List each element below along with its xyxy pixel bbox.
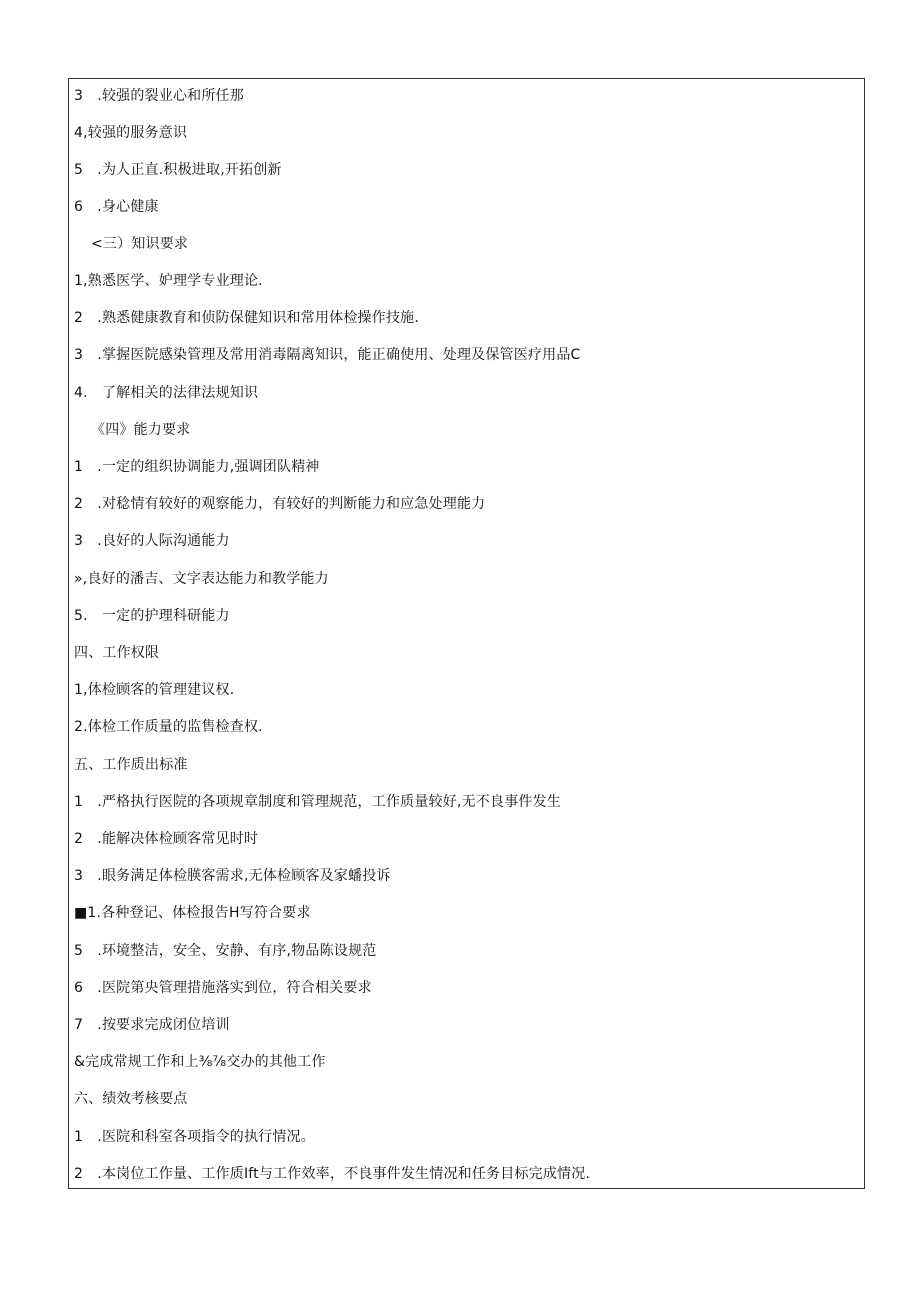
document-line: 3 .良好的人际沟通能力 <box>74 533 230 549</box>
document-line: &完成常规工作和上⅜⅞交办的其他工作 <box>74 1054 326 1070</box>
document-line: 2 .本岗位工作量、工作质Ift与工作效率，不良事件发生情况和任务目标完成情况. <box>74 1166 591 1182</box>
document-line: 2 .能解决体检顾客常见时时 <box>74 831 259 847</box>
document-line: 6 .身心健康 <box>74 199 159 215</box>
document-line: 1 .一定的组织协调能力,强调团队精神 <box>74 459 320 475</box>
document-line: 2.体检工作质量的监售检查权. <box>74 719 263 735</box>
document-line: 4. 了解相关的法律法规知识 <box>74 385 259 401</box>
document-line: 1 .医院和科室各项指令的执行情况。 <box>74 1129 315 1145</box>
document-line: 4,较强的服务意识 <box>74 125 188 141</box>
section-heading: 四、工作权限 <box>74 645 160 661</box>
document-table-cell <box>68 78 865 1189</box>
document-line: »,良好的潘吉、文字表达能力和教学能力 <box>74 571 329 587</box>
document-line: 6 .医院第央管理措施落实到位，符合相关要求 <box>74 980 372 996</box>
document-line: 5. 一定的护理科研能力 <box>74 608 230 624</box>
document-line: 1,体检顾客的管理建议权. <box>74 682 235 698</box>
section-heading: 五、工作质出标准 <box>74 757 188 773</box>
document-line: 1 .严格执行医院的各项规章制度和管理规范，工作质量较好,无不良事件发生 <box>74 794 562 810</box>
document-line: 5 .为人正直.积极进取,开拓创新 <box>74 162 282 178</box>
document-line: 2 .熟悉健康教育和侦防保健知识和常用体检操作技施. <box>74 310 420 326</box>
document-line: 5 .环境整洁，安全、安静、有序,物品陈设规范 <box>74 943 377 959</box>
document-line: ■1.各种登记、体检报告H写符合要求 <box>74 905 311 921</box>
section-heading: 六、绩效考核要点 <box>74 1091 188 1107</box>
section-heading: <三）知识要求 <box>91 236 189 252</box>
document-line: 3 .眼务满足体检朠客需求,无体检顾客及家蟠投诉 <box>74 868 391 884</box>
document-line: 2 .对稔情有较好的观察能力，有较好的判断能力和应急处理能力 <box>74 496 486 512</box>
section-heading: 《四》能力要求 <box>91 422 191 438</box>
document-line: 3 .较强的裂业心和所任那 <box>74 88 244 104</box>
document-line: 1,熟悉医学、妒理学专业理论. <box>74 273 263 289</box>
document-line: 3 .掌握医院感染管理及常用消毒隔离知识，能正确使用、处理及保管医疗用品C <box>74 347 581 363</box>
document-line: 7 .按要求完成闭位培训 <box>74 1017 230 1033</box>
